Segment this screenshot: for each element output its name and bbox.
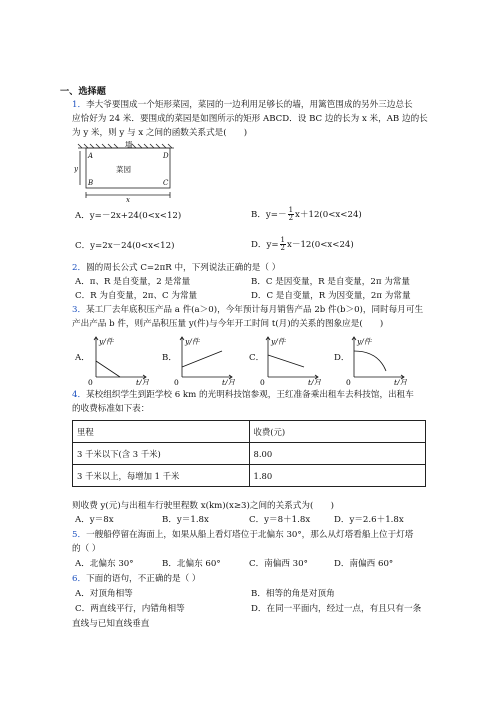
point-c: C: [163, 179, 169, 187]
q2-number: 2．: [72, 263, 87, 273]
q5-option-a: A．北偏东 30°: [75, 559, 134, 569]
y-axis-label: y/件: [185, 337, 200, 346]
origin-label: 0: [88, 378, 93, 385]
q4-after: 则收费 y(元)与出租车行驶里程数 x(km)(x≥3)之间的关系式为( ): [72, 501, 334, 511]
table-header-cell: 收费(元): [249, 421, 426, 443]
q2-option-c: C．R 为自变量，2π、C 为常量: [75, 291, 198, 301]
q3-d-curve: [354, 351, 386, 371]
y-axis-label: y/件: [357, 337, 372, 346]
q4-line1: 4．某校组织学生到距学校 6 km 的光明科技馆参观，王红准备乘出租车去科技馆，出租车: [72, 390, 414, 400]
q2-option-d: D．C 是自变量，R 为因变量，2π 为常量: [251, 291, 411, 301]
q5-option-b: B．北偏东 60°: [162, 559, 221, 569]
table-cell: 3 千米以下(含 3 千米): [73, 443, 250, 465]
x-axis-label: t/月: [394, 378, 408, 385]
x-label: x: [126, 196, 130, 203]
point-a: A: [88, 152, 94, 160]
garden-label: 菜园: [116, 165, 131, 174]
q1-option-b-fraction: $\frac{1}{2}$: [288, 206, 294, 222]
q1-number: 1．: [72, 100, 87, 110]
q4-line2: 的收费标准如下表：: [72, 404, 150, 414]
q3-option-c-label: C．: [249, 353, 265, 363]
origin-label: 0: [260, 378, 265, 385]
q3-line1: 3．某工厂去年底积压产品 a 件(a＞0)，今年预计每月销售产品 2b 件(b＞0)，同时每月可生: [72, 305, 424, 315]
x-axis-label: t/月: [308, 378, 322, 385]
q6-stem: 6．下面的语句，不正确的是（ ）: [72, 574, 201, 584]
q3-option-d-label: D．: [334, 353, 350, 363]
q1-option-a: A．y=－2x+24(0<x<12): [75, 211, 182, 221]
q1-line2: 应恰好为 24 米．要围成的菜园是如图所示的矩形 ABCD．设 BC 边的长为 x 米，AB 边的长: [72, 114, 428, 124]
q3-number: 3．: [72, 305, 87, 315]
x-axis-label: t/月: [136, 378, 150, 385]
q4-option-d: D．y＝2.6＋1.8x: [334, 515, 404, 525]
q1-option-b: B．y=－ $\frac{1}{2}$ x＋12(0<x<24): [251, 206, 362, 222]
origin-label: 0: [346, 378, 351, 385]
origin-label: 0: [174, 378, 179, 385]
q5-option-d: D．南偏西 60°: [334, 559, 394, 569]
q3-c-curve: [268, 355, 304, 367]
q3-graph-a: [86, 333, 156, 385]
q4-option-c: C．y＝8＋1.8x: [249, 515, 311, 525]
q3-option-b-label: B．: [162, 353, 177, 363]
garden-diagram: [74, 141, 178, 203]
y-label: y: [74, 165, 78, 173]
q6-option-d-continued: 直线与已知直线垂直: [72, 619, 150, 629]
table-cell: 8.00: [249, 443, 426, 465]
q4-option-b: B．y＝1.8x: [162, 515, 209, 525]
wall-label: 墙: [125, 141, 133, 149]
q1-option-d-fraction: $\frac{1}{2}$: [280, 236, 286, 252]
q1-option-d: D．y= $\frac{1}{2}$ x－12(0<x<24): [251, 236, 354, 252]
q6-option-c: C．两直线平行，内错角相等: [75, 604, 185, 614]
x-axis-label: t/月: [222, 378, 236, 385]
q3-b-curve: [182, 351, 222, 367]
y-axis-label: y/件: [99, 337, 114, 346]
q5-line2: 的（ ）: [72, 544, 101, 554]
q1-line1: 1．李大爷要围成一个矩形菜园，菜园的一边利用足够长的墙，用篱笆围成的另外三边总长: [72, 100, 413, 110]
q4-option-a: A．y＝8x: [75, 515, 114, 525]
q3-line2: 产出产品 b 件，则产品积压量 y(件)与今年开工时间 t(月)的关系的图象应是( ): [72, 319, 384, 329]
table-row: [73, 465, 426, 487]
table-header-cell: 里程: [73, 421, 250, 443]
q1-option-c: C．y=2x－24(0<x<12): [75, 241, 175, 251]
q5-number: 5．: [72, 530, 87, 540]
table-row: [73, 443, 426, 465]
q3-a-curve: [96, 361, 120, 377]
q6-number: 6．: [72, 574, 87, 584]
q2-option-b: B．C 是因变量，R 是自变量，2π 为常量: [251, 277, 410, 287]
q2-option-a: A．π、R 是自变量，2 是常量: [75, 277, 191, 287]
table-header-row: [73, 421, 426, 443]
table-cell: 3 千米以上，每增加 1 千米: [73, 465, 250, 487]
q1-line3: 为 y 米，则 y 与 x 之间的函数关系式是( ): [72, 128, 248, 138]
table-cell: 1.80: [249, 465, 426, 487]
q3-graph-c: [258, 333, 328, 385]
q6-option-b: B．相等的角是对顶角: [251, 589, 335, 599]
q3-graph-d: [344, 333, 414, 385]
y-axis-label: y/件: [271, 337, 286, 346]
q6-option-a: A．对顶角相等: [75, 589, 133, 599]
fare-table: [72, 420, 426, 487]
point-d: D: [163, 152, 169, 160]
q5-option-c: C．南偏西 30°: [249, 559, 308, 569]
q6-option-d: D．在同一平面内，经过一点，有且只有一条: [251, 604, 422, 614]
q5-line1: 5．一艘船停留在海面上，如果从船上看灯塔位于北偏东 30°，那么从灯塔看船上位于灯塔: [72, 530, 414, 540]
q3-option-a-label: A．: [75, 353, 90, 363]
q2-stem: 2．圆的周长公式 C=2πR 中，下列说法正确的是（ ）: [72, 263, 281, 273]
section-title: 一、选择题: [60, 86, 106, 97]
q3-graph-b: [172, 333, 242, 385]
point-b: B: [88, 179, 94, 187]
q4-number: 4．: [72, 390, 87, 400]
